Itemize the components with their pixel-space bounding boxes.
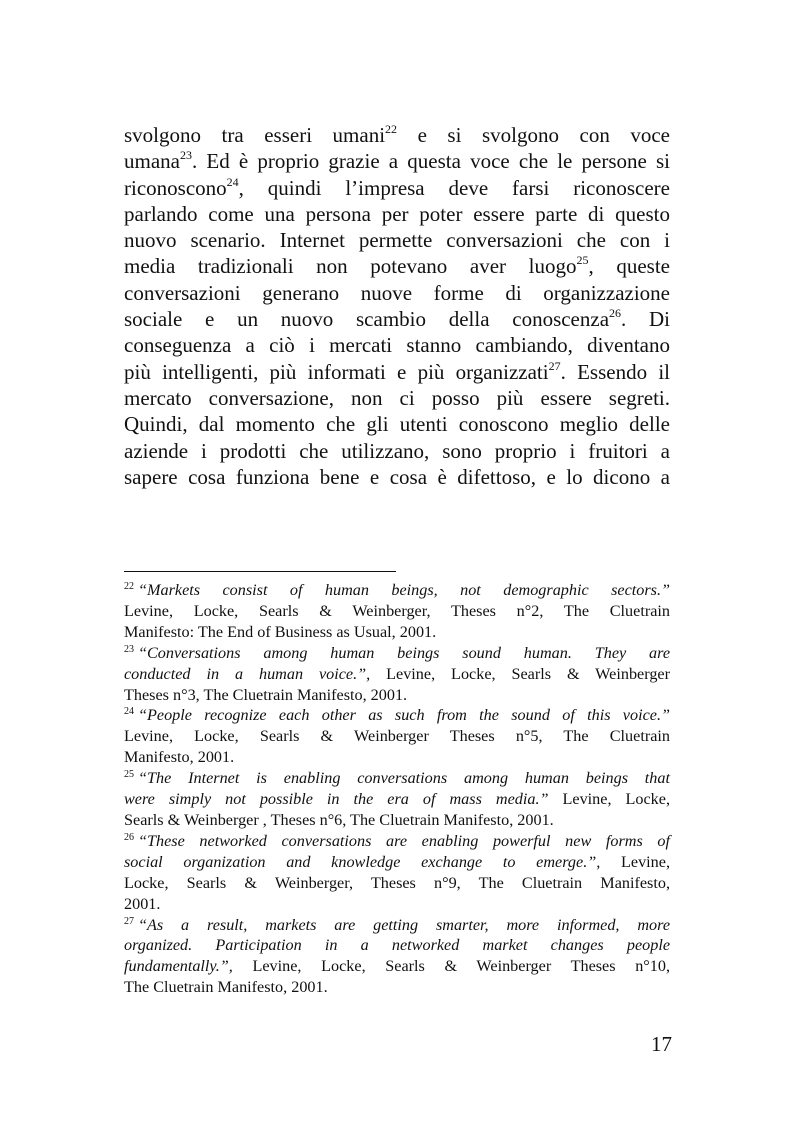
body-line: mercato conversazione, non ci posso più essere segreti.: [124, 385, 670, 410]
body-line: umana$^{23}$. Ed è proprio grazie a questa voce che le persone si: [124, 148, 670, 174]
footnote-line: $^{23}$ “Conversations among human beings sound human. They are: [124, 643, 670, 662]
footnote-ref[interactable]: 27: [548, 358, 561, 373]
body-line: media tradizionali non potevano aver luogo$^{25}$, queste: [124, 253, 670, 279]
footnote-ref[interactable]: 24: [226, 174, 239, 189]
footnotes: [124, 580, 670, 998]
footnote-line: $^{26}$ “These networked conversations are enabling powerful new forms of: [124, 831, 670, 850]
body-line: sociale e un nuovo scambio della conoscenza$^{26}$. Di: [124, 306, 671, 332]
footnote-number: 22: [124, 581, 134, 592]
body-line: sapere cosa funziona bene e cosa è difettoso, e lo dicono a: [124, 464, 670, 489]
page-number: 17: [651, 1032, 672, 1056]
body-line: riconoscono$^{24}$, quindi l’impresa deve farsi riconoscere: [124, 174, 670, 200]
footnote-line: $^{22}$ “Markets consist of human beings, not demographic sectors.”: [124, 581, 670, 599]
footnote-number: 23: [124, 643, 134, 655]
body-line: Quindi, dal momento che gli utenti conoscono meglio delle: [124, 412, 670, 437]
body-line: parlando come una persona per poter essere parte di questo: [124, 201, 670, 226]
body-line: svolgono tra esseri umani$^{22}$ e si svolgono con voce: [124, 122, 670, 147]
footnote-line: social organization and knowledge exchange to emerge.”, Levine,: [124, 852, 670, 871]
footnote-ref[interactable]: 26: [609, 306, 622, 321]
footnote-line: The Cluetrain Manifesto, 2001.: [124, 978, 328, 997]
footnote-line: Theses n°3, The Cluetrain Manifesto, 2001.: [124, 685, 408, 704]
footnote-separator: [124, 571, 396, 572]
body-line: conseguenza a ciò i mercati stanno cambiando, diventano: [124, 333, 670, 358]
footnote-line: $^{25}$ “The Internet is enabling conversations among human beings that: [124, 769, 670, 788]
footnote-line: Levine, Locke, Searls & Weinberger Theses n°5, The Cluetrain: [124, 727, 670, 746]
footnote-ref[interactable]: 25: [576, 253, 589, 268]
footnote-number: 26: [124, 831, 134, 843]
body-line: aziende i prodotti che utilizzano, sono proprio i fruitori a: [124, 438, 670, 463]
footnote-line: Levine, Locke, Searls & Weinberger, Theses n°2, The Cluetrain: [124, 601, 670, 620]
footnote-line: Manifesto, 2001.: [124, 748, 235, 767]
footnote-line: conducted in a human voice.”, Levine, Locke, Searls & Weinberger: [124, 664, 670, 683]
footnote-ref[interactable]: 23: [179, 148, 192, 163]
footnote-line: Locke, Searls & Weinberger, Theses n°9, The Cluetrain Manifesto,: [124, 873, 670, 892]
body-text: [124, 122, 670, 490]
body-line: più intelligenti, più informati e più organizzati$^{27}$. Essendo il: [124, 358, 670, 384]
footnote-line: organized. Participation in a networked market changes people: [124, 936, 670, 955]
body-line: conversazioni generano nuove forme di organizzazione: [124, 280, 670, 305]
footnote-line: fundamentally.”, Levine, Locke, Searls & Weinberger Theses n°10,: [124, 957, 670, 976]
body-line: nuovo scenario. Internet permette conversazioni che con i: [124, 228, 670, 253]
footnote-line: were simply not possible in the era of mass media.” Levine, Locke,: [124, 790, 671, 809]
footnote-line: $^{24}$ “People recognize each other as such from the sound of this voice.”: [124, 706, 670, 725]
footnote-ref[interactable]: 22: [385, 122, 398, 136]
footnote-line: Searls & Weinberger , Theses n°6, The Cluetrain Manifesto, 2001.: [124, 810, 554, 829]
footnote-number: 27: [124, 915, 134, 927]
footnote-line: 2001.: [124, 894, 161, 913]
footnote-number: 24: [124, 706, 134, 718]
footnote-line: $^{27}$ “As a result, markets are getting smarter, more informed, more: [124, 915, 670, 934]
footnote-number: 25: [124, 769, 134, 781]
footnote-line: Manifesto: The End of Business as Usual, 2001.: [124, 622, 437, 641]
